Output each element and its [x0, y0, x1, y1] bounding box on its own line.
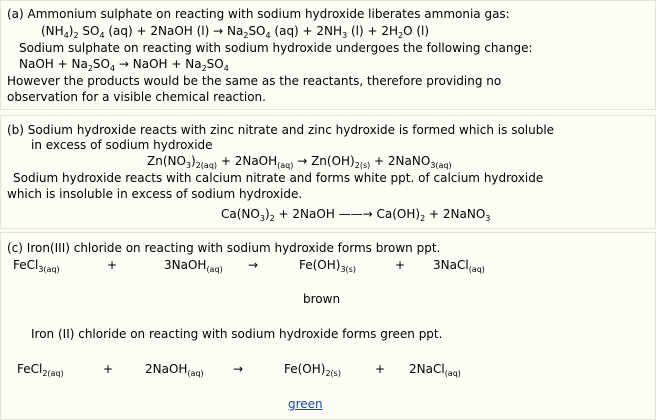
subscript: 4 [265, 31, 271, 40]
formula-text: + 2NaOH ——→ Ca(OH) [274, 207, 421, 221]
eq2-reactant-2 [145, 362, 204, 376]
subscript: (aq) [187, 369, 204, 378]
part-c-line-1: (c) Iron(III) chloride on reacting with sodium hydroxide forms brown ppt. [7, 241, 441, 255]
formula-text: Fe(OH) [284, 362, 326, 376]
eq2-product-2 [409, 362, 461, 376]
formula-text: FeCl [17, 362, 43, 376]
part-a-intro: (a) Ammonium sulphate on reacting with sodium hydroxide liberates ammonia gas: [7, 7, 510, 21]
part-a-equation-2 [19, 57, 229, 71]
part-a-conclusion-2: observation for a visible chemical reaction. [7, 90, 266, 104]
subscript: 2(aq) [42, 369, 64, 378]
eq2-reactant-1 [17, 362, 64, 376]
formula-text: + 2NaNO [370, 154, 431, 168]
subscript: (aq) [468, 265, 485, 274]
formula-text: → NaOH + Na [115, 57, 202, 71]
eq2-plus-2: + [375, 362, 386, 376]
subscript: 3 [485, 214, 491, 223]
subscript: 2 [269, 214, 275, 223]
precipitate-green-link[interactable]: green [288, 397, 323, 411]
eq1-product-2 [433, 258, 485, 272]
eq2-product-1 [284, 362, 341, 376]
eq1-reactant-1 [13, 258, 60, 272]
part-b-line-3: Sodium hydroxide reacts with calcium nitrate and forms white ppt. of calcium hydroxide [13, 171, 544, 185]
formula-text: (NH [41, 24, 64, 38]
subscript: (aq) [444, 369, 461, 378]
subscript: (aq) [277, 161, 294, 170]
subscript: 2 [201, 64, 207, 73]
formula-text: Fe(OH) [299, 258, 341, 272]
precipitate-brown-label: brown [303, 292, 341, 306]
subscript: 3 [259, 214, 265, 223]
subscript: 3 [342, 31, 348, 40]
subscript: 2(s) [325, 369, 341, 378]
formula-text: SO [78, 24, 100, 38]
formula-text: ) [191, 154, 196, 168]
formula-text: 3NaOH [164, 258, 207, 272]
formula-text: O (l) [403, 24, 430, 38]
subscript: 4 [223, 64, 229, 73]
eq2-plus-1: + [103, 362, 114, 376]
formula-text: ) [264, 207, 270, 221]
subscript: 2(s) [354, 161, 371, 170]
formula-text: 2NaOH [145, 362, 188, 376]
eq1-plus-2: + [395, 258, 406, 272]
subscript: (aq) [206, 265, 223, 274]
part-b-panel [0, 115, 656, 229]
formula-text: Zn(NO [147, 154, 186, 168]
eq2-arrow: → [233, 362, 244, 376]
part-b-line-2: in excess of sodium hydroxide [31, 138, 213, 152]
formula-text: Ca(NO [221, 207, 260, 221]
formula-text: ) [68, 24, 74, 38]
subscript: 3(aq) [430, 161, 452, 170]
formula-text: (aq) + 2NaOH (l) → Na [104, 24, 244, 38]
eq1-reactant-2 [164, 258, 223, 272]
formula-text: SO [92, 57, 110, 71]
part-b-equation-2 [221, 207, 490, 221]
subscript: 3(aq) [38, 265, 60, 274]
formula-text: SO [248, 24, 266, 38]
formula-text: 2NaCl [409, 362, 445, 376]
subscript: 2 [87, 64, 93, 73]
formula-text: (aq) + 2NH [270, 24, 343, 38]
subscript: 4 [99, 31, 105, 40]
part-a-conclusion-1: However the products would be the same as the reactants, therefore providing no [7, 74, 502, 88]
part-c-line-2: Iron (II) chloride on reacting with sodium hydroxide forms green ppt. [31, 327, 443, 341]
subscript: 2 [420, 214, 426, 223]
formula-text: 3NaCl [433, 258, 469, 272]
part-a-equation-1 [41, 24, 429, 38]
formula-text: NaOH + Na [19, 57, 88, 71]
formula-text: + 2NaNO [425, 207, 486, 221]
part-c-panel [0, 232, 656, 420]
formula-text: SO [206, 57, 224, 71]
subscript: 2 [73, 31, 79, 40]
subscript: 2 [243, 31, 249, 40]
eq1-plus-1: + [107, 258, 118, 272]
eq1-arrow: → [248, 258, 259, 272]
part-a-sentence-2: Sodium sulphate on reacting with sodium hydroxide undergoes the following change: [19, 41, 533, 55]
part-a-panel [0, 0, 656, 110]
subscript: 4 [63, 31, 69, 40]
formula-text: → Zn(OH) [293, 154, 355, 168]
subscript: 4 [109, 64, 116, 73]
formula-text: FeCl [13, 258, 39, 272]
part-b-line-4: which is insoluble in excess of sodium hydroxide. [7, 187, 303, 201]
part-b-equation-1 [147, 154, 452, 168]
subscript: 2(aq) [195, 161, 218, 170]
subscript: 2 [398, 31, 404, 40]
formula-text: (l) + 2H [347, 24, 399, 38]
subscript: 3(s) [340, 265, 356, 274]
part-b-line-1: (b) Sodium hydroxide reacts with zinc nitrate and zinc hydroxide is formed which is soluble [7, 123, 555, 137]
eq1-product-1 [299, 258, 356, 272]
formula-text: + 2NaOH [217, 154, 278, 168]
subscript: 3 [185, 161, 192, 170]
